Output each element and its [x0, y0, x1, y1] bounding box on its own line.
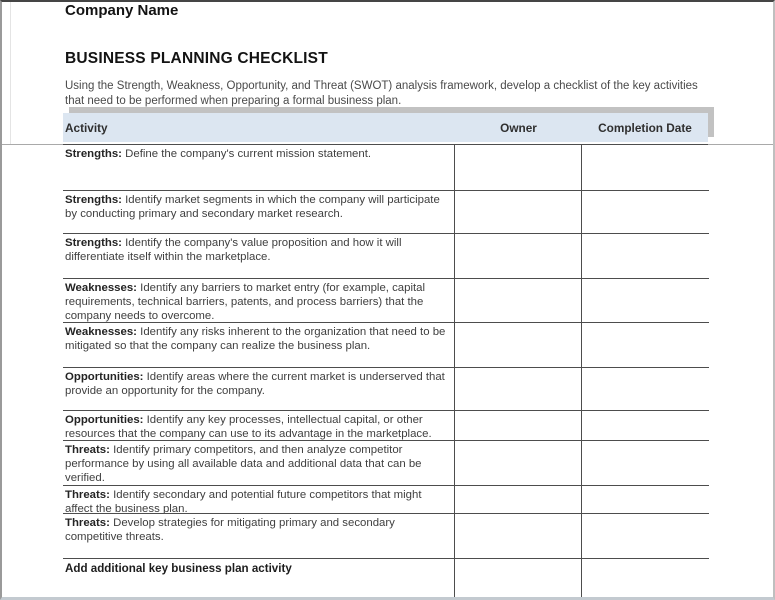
table-row: [63, 411, 709, 441]
activity-category: Opportunities:: [65, 371, 144, 383]
activity-category: Strengths:: [65, 194, 122, 206]
activity-cell: [63, 323, 455, 367]
page-title: BUSINESS PLANNING CHECKLIST: [65, 50, 328, 67]
owner-cell[interactable]: [455, 234, 582, 278]
description-text: Using the Strength, Weakness, Opportunity, and Threat (SWOT) analysis framework, develop a checklist of the key activities that need to be performed when preparing a formal business plan.: [65, 80, 698, 107]
activity-text: Identify any risks inherent to the organization that need to be mitigated so that the company can realize the business plan.: [65, 326, 446, 352]
activity-cell: [63, 441, 455, 485]
column-header-owner: Owner: [500, 120, 537, 135]
owner-cell[interactable]: [455, 441, 582, 485]
completion-date-cell[interactable]: [582, 323, 708, 367]
owner-cell[interactable]: [455, 145, 582, 190]
table-row: [63, 234, 709, 279]
activity-category: Threats:: [65, 517, 110, 529]
completion-date-cell[interactable]: [582, 441, 708, 485]
activity-text: Identify secondary and potential future competitors that might affect the business plan.: [65, 489, 422, 513]
completion-date-cell[interactable]: [582, 486, 708, 513]
activity-category: Strengths:: [65, 148, 122, 160]
owner-cell[interactable]: [455, 279, 582, 322]
activity-cell: [63, 191, 455, 233]
table-row: [63, 191, 709, 234]
table-row-add-activity: [63, 559, 709, 600]
column-header-activity: Activity: [65, 120, 108, 135]
activity-text: Identify the company's value proposition and how it will differentiate itself within the marketplace.: [65, 237, 402, 263]
activity-cell: [63, 145, 455, 190]
activity-category: Weaknesses:: [65, 282, 137, 294]
activity-category: Weaknesses:: [65, 326, 137, 338]
activity-text: Identify market segments in which the company will participate by conducting primary and secondary market research.: [65, 194, 440, 220]
completion-date-cell[interactable]: [582, 191, 708, 233]
activity-cell: [63, 411, 455, 440]
table-row: [63, 441, 709, 486]
owner-cell[interactable]: [455, 323, 582, 367]
activity-text: Identify primary competitors, and then analyze competitor performance by using all available data and additional data that can be verified.: [65, 444, 422, 484]
owner-cell[interactable]: [455, 559, 582, 600]
activity-text: Identify any barriers to market entry (for example, capital requirements, technical barriers, patents, and process barriers) that the company needs to overcome.: [65, 282, 426, 322]
table-row: [63, 323, 709, 368]
activity-category: Opportunities:: [65, 414, 144, 426]
completion-date-cell[interactable]: [582, 411, 708, 440]
owner-cell[interactable]: [455, 514, 582, 558]
activity-cell: [63, 559, 455, 600]
activity-cell: [63, 234, 455, 278]
add-activity-label: Add additional key business plan activity: [65, 562, 292, 575]
completion-date-cell[interactable]: [582, 368, 708, 410]
table-row: [63, 279, 709, 323]
completion-date-cell[interactable]: [582, 145, 708, 190]
activity-cell: [63, 368, 455, 410]
company-name: Company Name: [65, 2, 179, 19]
owner-cell[interactable]: [455, 191, 582, 233]
column-header-completion-date: Completion Date: [598, 120, 692, 135]
table-row: [63, 514, 709, 559]
completion-date-cell[interactable]: [582, 559, 708, 600]
table-row: [63, 486, 709, 514]
checklist-table: [63, 145, 709, 600]
completion-date-cell[interactable]: [582, 279, 708, 322]
activity-text: Define the company's current mission statement.: [125, 148, 372, 160]
table-row: [63, 368, 709, 411]
activity-category: Threats:: [65, 444, 110, 456]
activity-text: Identify any key processes, intellectual capital, or other resources that the company can use to its advantage in the marketplace.: [65, 414, 432, 440]
completion-date-cell[interactable]: [582, 234, 708, 278]
table-row: [63, 145, 709, 191]
owner-cell[interactable]: [455, 486, 582, 513]
table-header-row: [63, 113, 708, 142]
owner-cell[interactable]: [455, 368, 582, 410]
activity-cell: [63, 279, 455, 322]
page-left-edge-line: [10, 0, 11, 144]
activity-category: Threats:: [65, 489, 110, 501]
activity-cell: [63, 486, 455, 513]
activity-text: Identify areas where the current market is underserved that provide an opportunity for the company.: [65, 371, 445, 397]
activity-text: Develop strategies for mitigating primary and secondary competitive threats.: [65, 517, 395, 543]
completion-date-cell[interactable]: [582, 514, 708, 558]
activity-category: Strengths:: [65, 237, 122, 249]
activity-cell: [63, 514, 455, 558]
owner-cell[interactable]: [455, 411, 582, 440]
